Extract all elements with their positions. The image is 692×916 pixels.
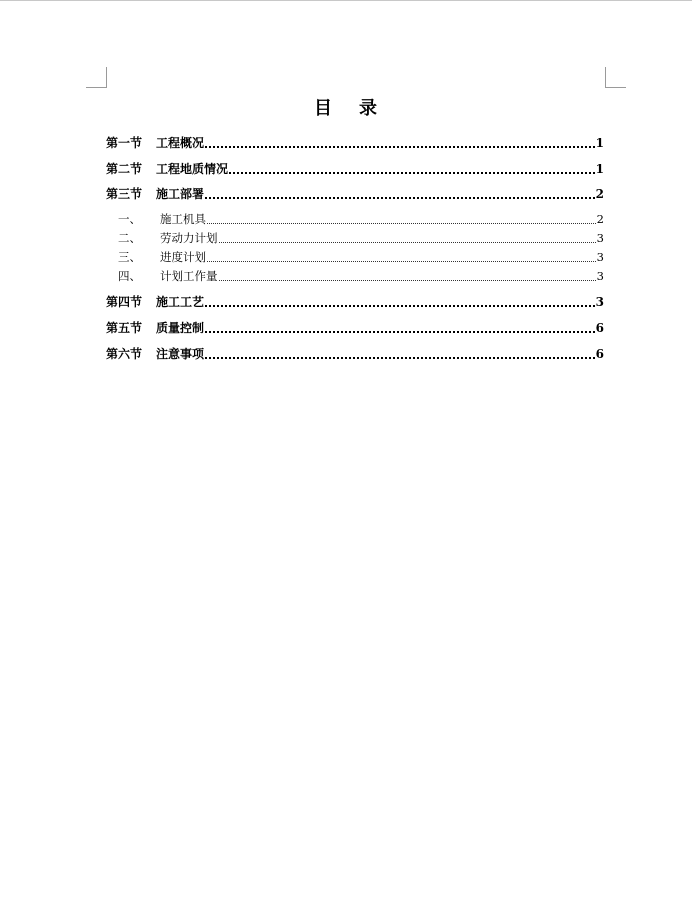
toc-entry[interactable] [106,134,604,151]
toc-entry[interactable] [106,160,604,177]
toc-dot-leader [219,279,596,281]
toc-dot-leader [229,171,595,174]
toc-dot-leader [205,196,595,199]
toc-entry-page: 3 [595,295,604,309]
toc-entry-number: 第五节 [106,321,143,335]
toc-dot-leader [219,241,596,243]
document-page [0,1,692,916]
toc-entry[interactable] [106,293,604,310]
toc-entry-label: 注意事项 [156,347,205,361]
toc-entry-page: 3 [596,231,604,245]
toc-entry-page: 2 [596,212,604,226]
toc-entry-label: 施工工艺 [156,295,205,309]
toc-entry-number: 第二节 [106,162,143,176]
toc-entry-number: 一、 [118,212,141,226]
toc-title-char-2: 录 [359,98,378,119]
top-right-crop-mark [605,67,626,88]
toc-entry[interactable] [106,185,604,202]
toc-dot-leader [205,145,595,148]
toc-entry[interactable] [106,319,604,336]
toc-entry[interactable] [106,345,604,362]
toc-entry-number: 四、 [118,269,141,283]
top-left-crop-mark [86,67,107,88]
toc-entry-label: 计划工作量 [160,269,218,283]
toc-entry-label: 施工机具 [160,212,206,226]
toc-entry-page: 6 [595,321,604,335]
toc-entry-label: 工程地质情况 [156,162,229,176]
toc-entry-label: 工程概况 [156,136,205,150]
toc-dot-leader [205,330,595,333]
toc-dot-leader [205,304,595,307]
toc-entry[interactable] [106,230,604,246]
toc-entry-page: 3 [596,269,604,283]
toc-entry-page: 1 [595,162,604,176]
toc-entry-label: 劳动力计划 [160,231,218,245]
toc-entry-number: 第一节 [106,136,143,150]
toc-entry-page: 3 [596,250,604,264]
toc-entry[interactable] [106,211,604,227]
toc-entry-number: 三、 [118,250,141,264]
toc-title-char-1: 目 [314,98,333,119]
toc-entry-label: 进度计划 [160,250,206,264]
toc-dot-leader [205,356,595,359]
toc-entry-page: 6 [595,347,604,361]
toc-entry-page: 1 [595,136,604,150]
toc-entry-number: 第六节 [106,347,143,361]
toc-entry-label: 质量控制 [156,321,205,335]
toc-entry-number: 第四节 [106,295,143,309]
toc-dot-leader [207,222,596,224]
toc-dot-leader [207,260,596,262]
toc-title [0,94,692,120]
toc-entry[interactable] [106,268,604,284]
toc-entry-label: 施工部署 [156,187,205,201]
toc-entry-number: 第三节 [106,187,143,201]
toc-entry-number: 二、 [118,231,141,245]
toc-entry-page: 2 [595,187,604,201]
toc-entry[interactable] [106,249,604,265]
